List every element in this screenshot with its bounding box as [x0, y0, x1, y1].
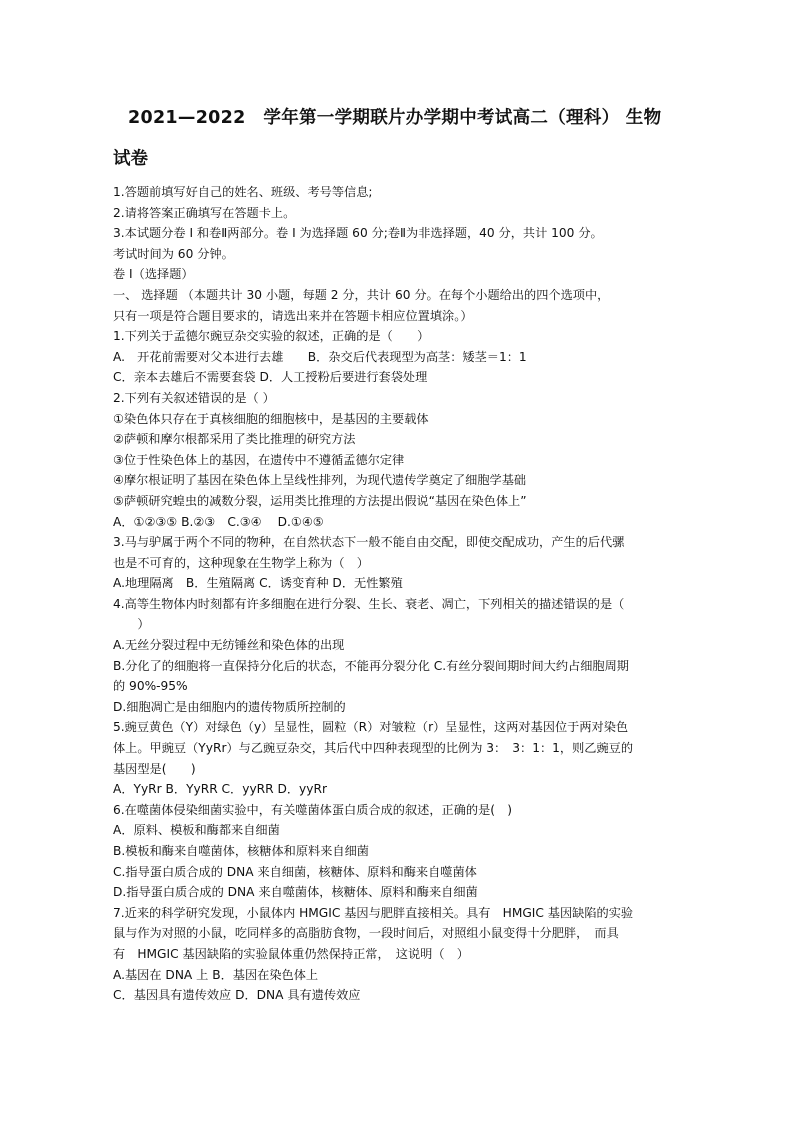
question-option: A．①②③⑤ B.②③ C.③④ D.①④⑤ — [113, 514, 324, 529]
question-4 — [113, 594, 703, 718]
question-stem: 6.在噬菌体侵染细菌实验中，有关噬菌体蛋白质合成的叙述，正确的是( ) — [113, 802, 512, 817]
question-option: C．亲本去雄后不需要套袋 D．人工授粉后要进行套袋处理 — [113, 370, 428, 385]
question-option: B.分化了的细胞将一直保持分化后的状态，不能再分裂分化 C.有丝分裂间期时间大约占细胞周期 — [113, 658, 629, 673]
question-option: A.基因在 DNA 上 B．基因在染色体上 — [113, 967, 319, 982]
question-6 — [113, 800, 703, 903]
question-stem: 有 HMGIC 基因缺陷的实验鼠体重仍然保持正常， 这说明（ ） — [113, 946, 469, 961]
question-option: D.细胞凋亡是由细胞内的遗传物质所控制的 — [113, 699, 346, 714]
question-5 — [113, 717, 703, 799]
question-option: A．原料、模板和酶都来自细菌 — [113, 823, 280, 838]
question-7 — [113, 903, 703, 1006]
section-heading: 只有一项是符合题目要求的，请选出来并在答题卡相应位置填涂。） — [113, 308, 473, 323]
question-statement: ④摩尔根证明了基因在染色体上呈线性排列，为现代遗传学奠定了细胞学基础 — [113, 473, 527, 488]
question-stem: 2.下列有关叙述错误的是（ ） — [113, 390, 275, 405]
volume-label: 卷 Ⅰ（选择题） — [113, 267, 194, 282]
question-option: C．基因具有遗传效应 D．DNA 具有遗传效应 — [113, 988, 361, 1003]
question-option: A.地理隔离 B．生殖隔离 C．诱变育种 D．无性繁殖 — [113, 576, 403, 591]
question-option: A．YyRr B．YyRR C．yyRR D．yyRr — [113, 782, 327, 797]
question-statement: ②萨顿和摩尔根都采用了类比推理的研究方法 — [113, 432, 356, 447]
question-stem: 体上。甲豌豆（YyRr）与乙豌豆杂交，其后代中四种表现型的比例为 3： 3：1：1，则乙豌豆的 — [113, 741, 634, 756]
question-statement: ①染色体只存在于真核细胞的细胞核中，是基因的主要载体 — [113, 411, 429, 426]
question-1 — [113, 326, 703, 388]
question-stem: 7.近来的科学研究发现，小鼠体内 HMGIC 基因与肥胖直接相关。具有 HMGIC 基因缺陷的实验 — [113, 905, 634, 920]
instruction-line: 考试时间为 60 分钟。 — [113, 246, 234, 261]
question-stem: 5.豌豆黄色（Y）对绿色（y）呈显性，圆粒（R）对皱粒（r）呈显性，这两对基因位于两对染色 — [113, 720, 629, 735]
question-option: 的 90%-95% — [113, 679, 188, 694]
question-statement: ⑤萨顿研究蝗虫的减数分裂，运用类比推理的方法提出假说“基因在染色体上” — [113, 493, 527, 508]
question-stem: 也是不可育的，这种现象在生物学上称为（ ） — [113, 555, 369, 570]
question-option: A. 开花前需要对父本进行去雄 B．杂交后代表现型为高茎：矮茎＝1：1 — [113, 349, 527, 364]
instruction-line: 3.本试题分卷 Ⅰ 和卷Ⅱ两部分。卷 Ⅰ 为选择题 60 分;卷Ⅱ为非选择题，40 分，共计 100 分。 — [113, 226, 603, 241]
question-option: B.模板和酶来自噬菌体，核糖体和原料来自细菌 — [113, 844, 369, 858]
question-statement: ③位于性染色体上的基因，在遗传中不遵循孟德尔定律 — [113, 452, 405, 467]
question-stem: 3.马与驴属于两个不同的物种，在自然状态下一般不能自由交配，即使交配成功，产生的后代骡 — [113, 535, 625, 550]
question-3 — [113, 532, 703, 594]
question-2 — [113, 388, 703, 532]
exam-title-continued: 试卷 — [113, 149, 148, 169]
question-stem: ） — [113, 617, 150, 632]
instruction-line: 2.请将答案正确填写在答题卡上。 — [113, 205, 296, 220]
question-stem: 4.高等生物体内时刻都有许多细胞在进行分裂、生长、衰老、凋亡，下列相关的描述错误的是（ — [113, 596, 625, 611]
question-stem: 1.下列关于孟德尔豌豆杂交实验的叙述，正确的是（ ） — [113, 329, 430, 344]
question-option: D.指导蛋白质合成的 DNA 来自噬菌体，核糖体、原料和酶来自细菌 — [113, 885, 478, 900]
section-heading: 一、 选择题 （本题共计 30 小题，每题 2 分，共计 60 分。在每个小题给出的四个选项中， — [113, 287, 610, 302]
instruction-line: 1.答题前填写好自己的姓名、班级、考号等信息; — [113, 185, 373, 199]
question-stem: 基因型是( ) — [113, 761, 196, 776]
question-stem: 鼠与作为对照的小鼠，吃同样多的高脂肪食物，一段时间后，对照组小鼠变得十分肥胖， 而具 — [113, 926, 619, 941]
exam-title: 2021—2022 学年第一学期联片办学期中考试高二（理科） 生物 — [128, 108, 662, 128]
question-option: C.指导蛋白质合成的 DNA 来自细菌，核糖体、原料和酶来自噬菌体 — [113, 864, 477, 879]
exam-body — [113, 182, 703, 1006]
question-option: A.无丝分裂过程中无纺锤丝和染色体的出现 — [113, 638, 345, 653]
